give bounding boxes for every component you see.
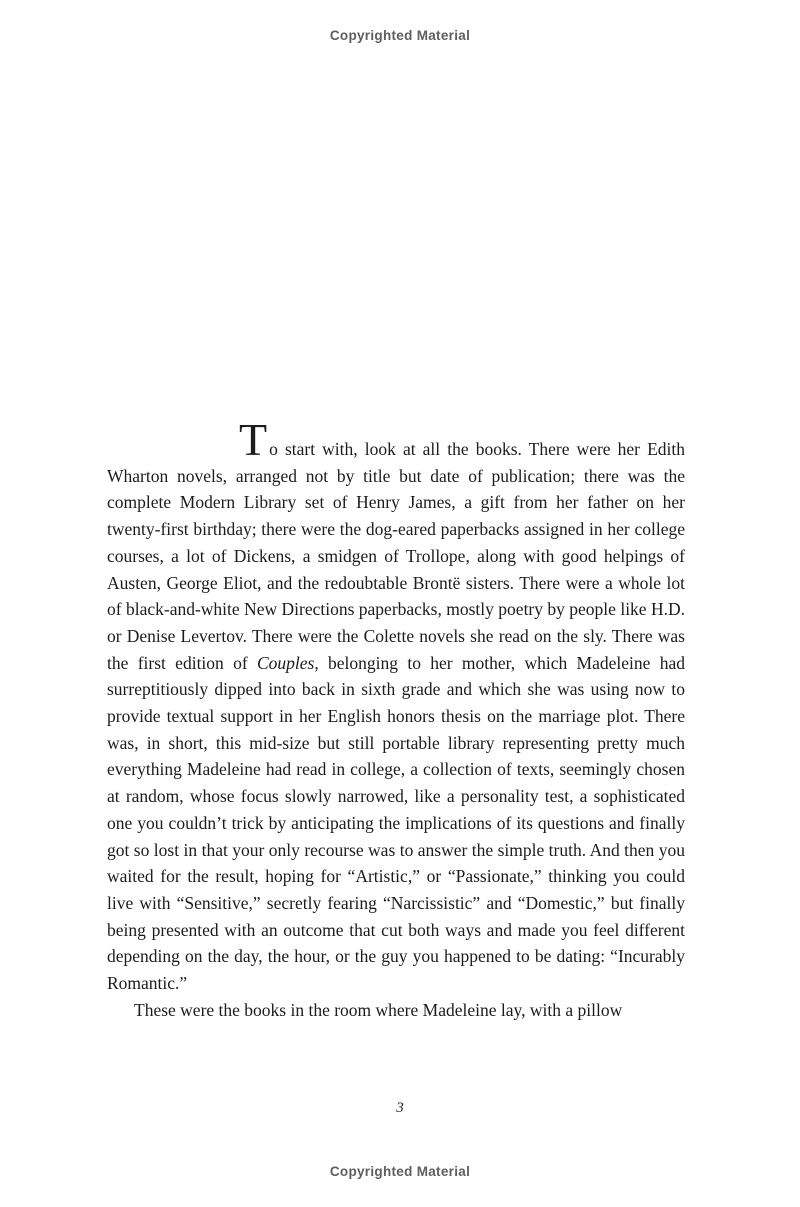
opening-paragraph bbox=[107, 414, 685, 997]
drop-cap: T bbox=[239, 414, 270, 465]
paragraph-text-part1: o start with, look at all the books. There were her Edith Wharton novels, arranged not by title but date of publication; there was the complete Modern Library set of Henry James, a gift from her father on her twenty-first birthday; there were the dog-eared paperbacks assigned in her college courses, a lot of Dickens, a smidgen of Trollope, along with good helpings of Austen, George Eliot, and the redoubtable Brontë sisters. There were a whole lot of black-and-white New Directions paperbacks, mostly poetry by people like H.D. or Denise Levertov. There were the Colette novels she read on the sly. There was the first edition of bbox=[107, 439, 685, 673]
copyright-notice-bottom: Copyrighted Material bbox=[329, 1164, 471, 1179]
page-text bbox=[107, 414, 685, 1023]
second-paragraph: These were the books in the room where Madeleine lay, with a pillow bbox=[134, 999, 623, 1020]
copyright-notice-top: Copyrighted Material bbox=[329, 28, 471, 43]
book-title-italic: Couples bbox=[256, 652, 315, 673]
page-number: 3 bbox=[396, 1100, 404, 1116]
paragraph-text-part2: , belonging to her mother, which Madeleine had surreptitiously dipped into back in sixth grade and which she was using now to provide textual support in her English honors thesis on the marriage plot. There was, in short, this mid-size but still portable library representing pretty much everything Madeleine had read in college, a collection of texts, seemingly chosen at random, whose focus slowly narrowed, like a personality test, a sophisticated one you couldn’t trick by anticipating the implications of its questions and finally got so lost in that your only recourse was to answer the simple truth. And then you waited for the result, hoping for “Artistic,” or “Passionate,” thinking you could live with “Sensitive,” secretly fearing “Narcissistic” and “Domestic,” but finally being presented with an outcome that cut both ways and made you feel different depending on the day, the hour, or the guy you happened to be dating: “Incurably Romantic.” bbox=[107, 652, 685, 994]
